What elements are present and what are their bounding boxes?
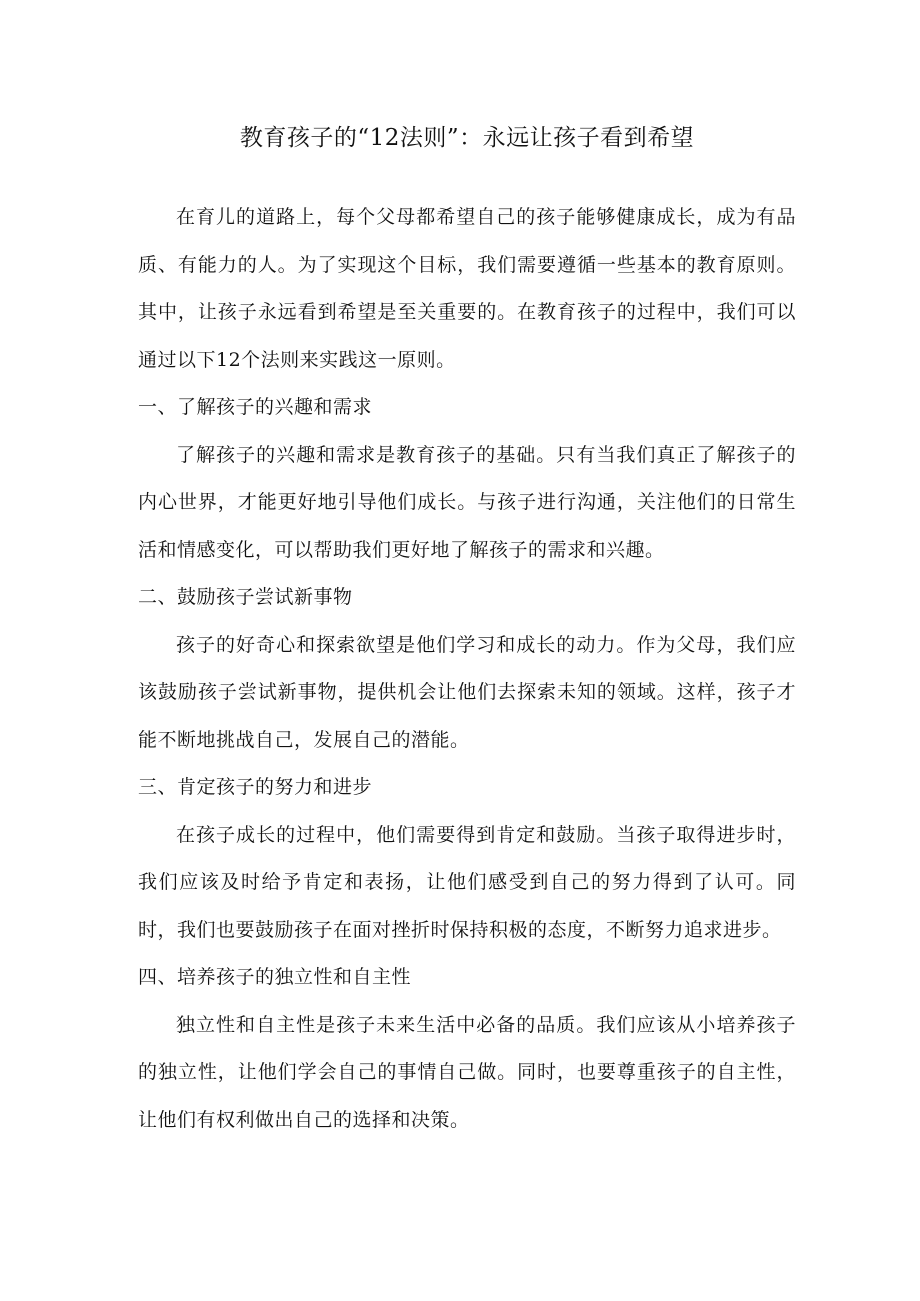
section-heading-3: 三、肯定孩子的努力和进步 (138, 776, 373, 798)
document-title: 教育孩子的“12法则”：永远让孩子看到希望 (239, 125, 695, 151)
section-paragraph-2: 孩子的好奇心和探索欲望是他们学习和成长的动力。作为父母，我们应该鼓励孩子尝试新事物，提供机会让他们去探索未知的领域。这样，孩子才能不断地挑战自己，发展自己的潜能。 (138, 633, 796, 751)
section-paragraph-3: 在孩子成长的过程中，他们需要得到肯定和鼓励。当孩子取得进步时，我们应该及时给予肯定和表扬，让他们感受到自己的努力得到了认可。同时，我们也要鼓励孩子在面对挫折时保持积极的态度，不断努力追求进步。 (138, 823, 796, 941)
section-heading-2: 二、鼓励孩子尝试新事物 (138, 586, 353, 608)
section-heading-1: 一、了解孩子的兴趣和需求 (138, 396, 373, 418)
section-paragraph-4: 独立性和自主性是孩子未来生活中必备的品质。我们应该从小培养孩子的独立性，让他们学会自己的事情自己做。同时，也要尊重孩子的自主性，让他们有权利做出自己的选择和决策。 (138, 1013, 796, 1131)
intro-paragraph: 在育儿的道路上，每个父母都希望自己的孩子能够健康成长，成为有品质、有能力的人。为了实现这个目标，我们需要遵循一些基本的教育原则。其中，让孩子永远看到希望是至关重要的。在教育孩子的过程中，我们可以通过以下12个法则来实践这一原则。 (138, 206, 796, 371)
section-paragraph-1: 了解孩子的兴趣和需求是教育孩子的基础。只有当我们真正了解孩子的内心世界，才能更好地引导他们成长。与孩子进行沟通，关注他们的日常生活和情感变化，可以帮助我们更好地了解孩子的需求和兴趣。 (138, 443, 796, 561)
section-heading-4: 四、培养孩子的独立性和自主性 (138, 966, 412, 988)
document-body (138, 194, 796, 1144)
